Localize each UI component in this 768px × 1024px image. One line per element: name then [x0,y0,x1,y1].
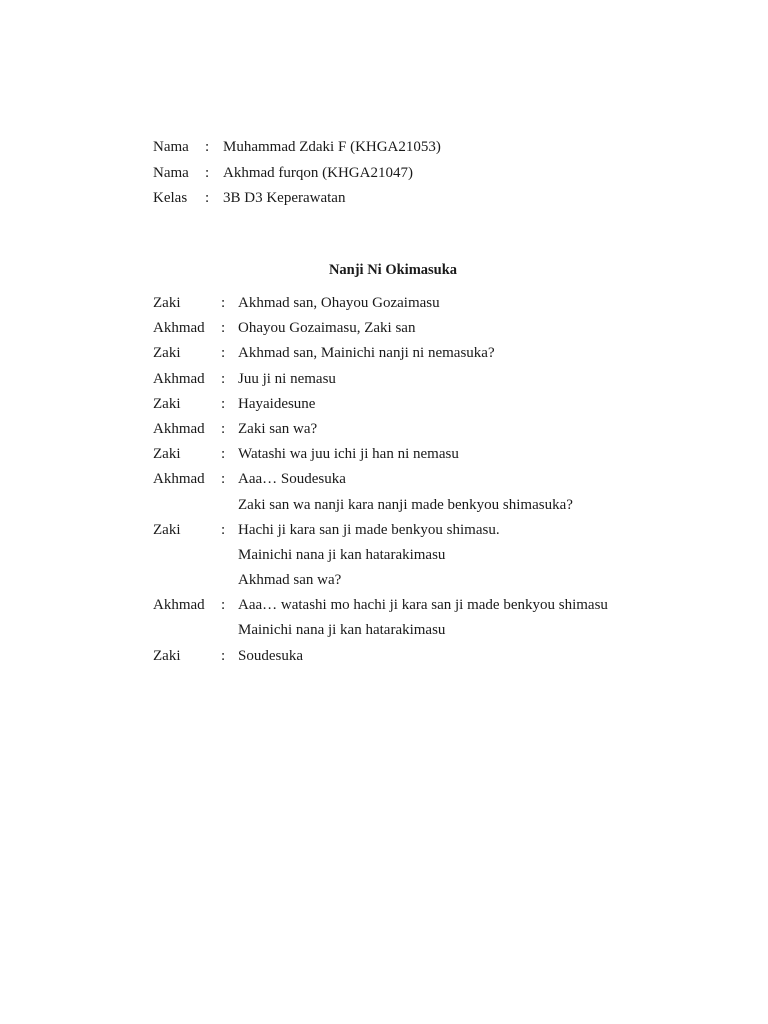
dialog-text: Akhmad san, Ohayou Gozaimasu [238,295,440,311]
dialog-line-continuation [153,569,608,594]
speaker-colon: : [221,395,226,412]
speaker-name: Zaki [153,647,181,664]
info-label: Kelas [153,190,188,206]
dialog-text: Mainichi nana ji kan hatarakimasu [238,546,446,563]
speaker-colon: : [221,320,226,337]
dialog-line [153,368,608,393]
dialog-line-continuation [153,494,608,519]
dialog-line [153,292,608,317]
dialog-line-continuation [153,544,608,569]
dialog-title: Nanji Ni Okimasuka [328,262,458,278]
speaker-name: Akhmad [153,471,205,488]
speaker-name: Zaki [153,295,181,311]
dialog-block [153,292,608,670]
speaker-colon: : [221,647,226,664]
dialog-line [153,317,608,342]
dialog-text: Hachi ji kara san ji made benkyou shimasu. [238,521,500,538]
dialog-line [153,393,608,418]
info-value: 3B D3 Keperawatan [223,190,346,206]
info-label: Nama [153,164,189,181]
dialog-line [153,443,608,468]
info-colon: : [205,164,210,181]
dialog-text: Zaki san wa? [238,420,318,437]
dialog-line [153,468,608,493]
speaker-name: Zaki [153,521,181,538]
dialog-line [153,519,608,544]
dialog-line-continuation [153,619,608,644]
dialog-text: Akhmad san, Mainichi nanji ni nemasuka? [238,345,495,362]
info-value: Muhammad Zdaki F (KHGA21053) [223,139,441,155]
dialog-line [153,342,608,367]
dialog-text: Ohayou Gozaimasu, Zaki san [238,320,416,337]
dialog-text: Mainichi nana ji kan hatarakimasu [238,622,446,639]
dialog-text: Hayaidesune [238,395,316,412]
speaker-colon: : [221,446,226,463]
info-colon: : [205,139,210,155]
dialog-text: Soudesuka [238,647,303,664]
speaker-colon: : [221,597,226,614]
dialog-text: Watashi wa juu ichi ji han ni nemasu [238,446,459,463]
dialog-text: Juu ji ni nemasu [238,370,336,387]
speaker-name: Zaki [153,446,181,463]
speaker-name: Zaki [153,345,181,362]
speaker-name: Akhmad [153,370,205,387]
speaker-colon: : [221,345,226,362]
info-label: Nama [153,139,189,155]
info-row-class [153,187,441,213]
dialog-line [153,594,608,619]
dialog-text: Akhmad san wa? [238,572,342,589]
speaker-name: Akhmad [153,597,205,614]
dialog-text: Zaki san wa nanji kara nanji made benkyou shimasuka? [238,496,573,513]
speaker-name: Akhmad [153,420,205,437]
info-row-name-2 [153,162,441,188]
dialog-line [153,645,608,670]
dialog-line [153,418,608,443]
speaker-name: Zaki [153,395,181,412]
info-row-name-1 [153,136,441,162]
speaker-colon: : [221,370,226,387]
dialog-text: Aaa… Soudesuka [238,471,346,488]
dialog-text: Aaa… watashi mo hachi ji kara san ji made benkyou shimasu [238,597,608,614]
speaker-colon: : [221,420,226,437]
speaker-colon: : [221,471,226,488]
speaker-colon: : [221,521,226,538]
student-info [153,136,441,213]
speaker-name: Akhmad [153,320,205,337]
info-value: Akhmad furqon (KHGA21047) [223,164,413,181]
speaker-colon: : [221,295,226,311]
info-colon: : [205,190,210,206]
